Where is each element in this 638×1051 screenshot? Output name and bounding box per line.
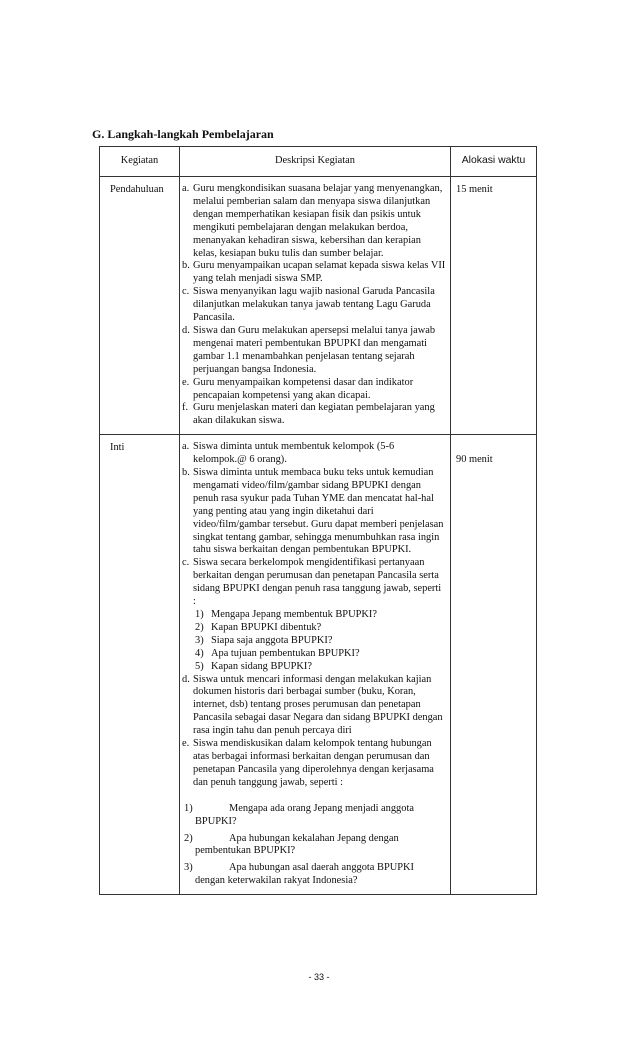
list-item	[182, 441, 446, 467]
item-text: Guru menyampaikan ucapan selamat kepada siswa kelas VII yang telah menjadi siswa SMP.	[193, 260, 446, 285]
item-text: Siswa diminta untuk membentuk kelompok (5-6 kelompok.@ 6 orang).	[193, 441, 395, 466]
discussion-question	[182, 833, 446, 846]
activity-name: Inti	[100, 435, 180, 895]
list-item	[182, 286, 446, 325]
item-label: e.	[182, 376, 190, 388]
list-item	[182, 557, 446, 673]
sub-item	[193, 661, 446, 674]
item-text-body: Siswa secara berkelompok mengidentifikasi pertanyaan berkaitan dengan perumusan dan penetapan Pancasila serta sidang BPUPKI dengan penuh rasa tanggung jawab, seperti :	[193, 557, 442, 608]
item-text: Siswa untuk mencari informasi dengan melakukan kajian dokumen historis dari berbagai sumber (buku, Koran, internet, dsb) tentang proses perumusan dan penetapan Pancasila sebagai dasar Negara dan sidang BPUPKI dengan rasa ingin tahu dan penuh percaya diri	[193, 673, 443, 737]
list-item	[182, 402, 446, 428]
item-text: Siswa mendiskusikan dalam kelompok tentang hubungan atas berbagai informasi berkaitan dengan perumusan dan penetapan Pancasila yang diperolehnya dengan kerjasama dan penuh tanggung jawab, seperti :	[193, 738, 434, 788]
item-text: Guru menjelaskan materi dan kegiatan pembelajaran yang akan dilakukan siswa.	[193, 402, 435, 427]
sub-number: 4)	[195, 647, 204, 659]
sub-item	[193, 635, 446, 648]
table-row-inti	[100, 435, 537, 895]
list-item	[182, 467, 446, 557]
item-label: a.	[182, 441, 190, 453]
question-text-cont: BPUPKI?	[195, 815, 237, 827]
question-text-cont: pembentukan BPUPKI?	[195, 845, 296, 857]
item-text: Siswa diminta untuk membaca buku teks untuk kemudian mengamati video/film/gambar sidang BPUPKI dengan penuh rasa syukur pada Tuhan YME dan mencatat hal-hal yang penting atau yang ingin diketahui dari video/film/gambar tersebut. Guru dapat memberi penjelasan singkat tentang gambar, sehingga menumbuhkan rasa ingin tahu siswa berkaitan dengan pembentukan BPUPKI.	[193, 467, 444, 556]
question-text-cont: dengan keterwakilan rakyat Indonesia?	[195, 875, 358, 887]
sub-item	[193, 622, 446, 635]
sub-number: 1)	[195, 609, 204, 620]
list-item	[182, 260, 446, 286]
sub-text: Apa tujuan pembentukan BPUPKI?	[211, 647, 360, 659]
sub-number: 2)	[195, 621, 204, 633]
discussion-question-cont	[182, 845, 446, 858]
item-label: e.	[182, 738, 190, 750]
question-text: Mengapa ada orang Jepang menjadi anggota	[229, 802, 414, 814]
discussion-question-cont	[182, 875, 446, 888]
list-item	[182, 377, 446, 403]
item-text: Guru menyampaikan kompetensi dasar dan indikator pencapaian kompetensi yang akan dicapai.	[193, 376, 414, 401]
sub-text: Kapan sidang BPUPKI?	[211, 660, 313, 672]
sub-text: Kapan BPUPKI dibentuk?	[211, 621, 322, 633]
item-label: a.	[182, 183, 190, 194]
activity-name: Pendahuluan	[100, 177, 180, 435]
list-item	[182, 325, 446, 377]
discussion-question-cont	[182, 816, 446, 829]
item-text: Siswa dan Guru melakukan apersepsi melalui tanya jawab mengenai materi pembentukan BPUPKI dan mengamati gambar 1.1 menambahkan penjelasan tentang sejarah perjuangan bangsa Indonesia.	[193, 324, 436, 375]
item-label: d.	[182, 673, 190, 685]
table-header-row	[100, 147, 537, 177]
discussion-question	[182, 862, 446, 875]
page-number: - 33 -	[308, 972, 330, 982]
section-heading: G. Langkah-langkah Pembelajaran	[92, 127, 274, 141]
item-label: c.	[182, 286, 190, 298]
discussion-question	[182, 803, 446, 816]
sub-number: 3)	[195, 634, 204, 646]
activity-description	[180, 177, 451, 435]
header-deskripsi: Deskripsi Kegiatan	[180, 147, 451, 177]
lesson-steps-table	[99, 146, 537, 895]
sub-number: 5)	[195, 660, 204, 672]
question-text: Apa hubungan kekalahan Jepang dengan	[229, 832, 399, 844]
item-label: c.	[182, 557, 190, 569]
sub-text: Mengapa Jepang membentuk BPUPKI?	[211, 609, 377, 620]
sub-item	[193, 648, 446, 661]
activity-description	[180, 435, 451, 895]
item-label: b.	[182, 467, 190, 479]
question-number: 2)	[184, 832, 193, 844]
item-text: Guru mengkondisikan suasana belajar yang menyenangkan, melalui pemberian salam dan menyapa siswa dilanjutkan dengan memperhatikan kesiapan fisik dan psikis untuk mengikuti pembelajaran dengan melakukan berdoa, menanyakan kehadiran siswa, kebersihan dan kerapian kelas, kesiapan buku tulis dan sumber belajar.	[193, 183, 443, 259]
header-alokasi-waktu: Alokasi waktu	[451, 147, 537, 177]
list-item	[182, 738, 446, 790]
time-allocation: 90 menit	[451, 435, 537, 895]
sub-item	[193, 609, 446, 622]
item-label: d.	[182, 324, 190, 336]
question-number: 3)	[184, 862, 193, 874]
item-label: b.	[182, 260, 190, 272]
item-text	[193, 557, 446, 673]
item-label: f.	[182, 402, 189, 414]
question-text: Apa hubungan asal daerah anggota BPUPKI	[229, 862, 414, 874]
table-row-pendahuluan	[100, 177, 537, 435]
list-item	[182, 183, 446, 260]
question-number: 1)	[184, 802, 193, 814]
time-allocation: 15 menit	[451, 177, 537, 435]
item-text: Siswa menyanyikan lagu wajib nasional Garuda Pancasila dilanjutkan melakukan tanya jawab tentang Lagu Garuda Pancasila.	[193, 286, 435, 324]
sub-text: Siapa saja anggota BPUPKI?	[211, 634, 333, 646]
list-item	[182, 674, 446, 739]
header-kegiatan: Kegiatan	[100, 147, 180, 177]
